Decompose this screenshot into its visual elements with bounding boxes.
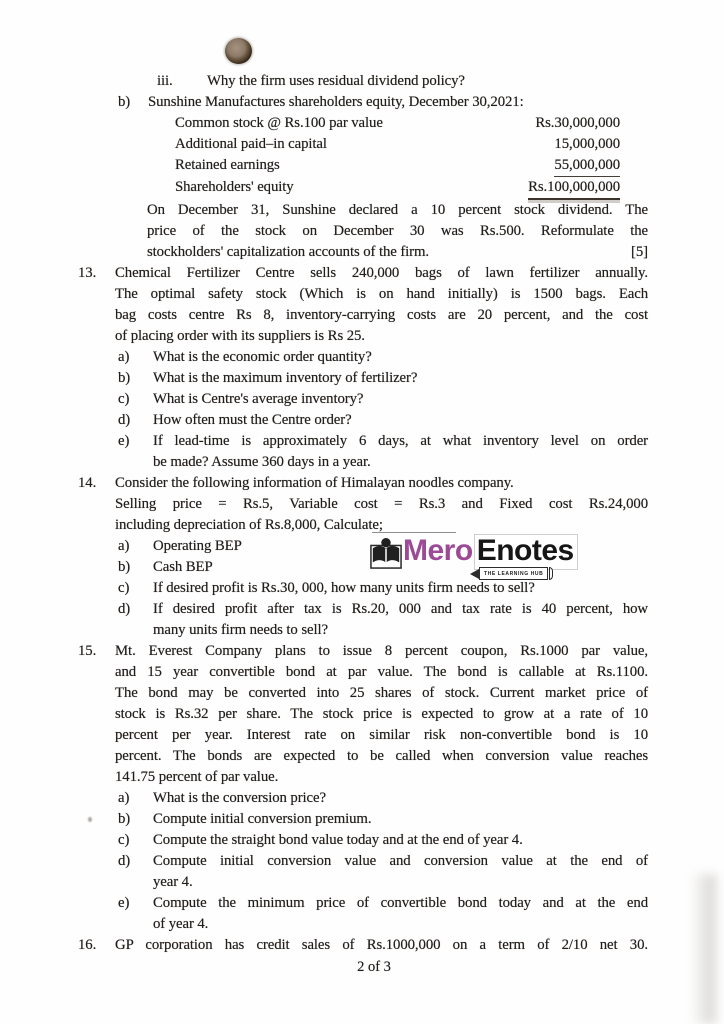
pencil-eraser-icon <box>549 567 553 580</box>
brand-word-mero: Mero <box>403 534 473 567</box>
question-item <box>115 578 648 599</box>
marks-badge: [5] <box>631 244 648 260</box>
question-15 <box>78 641 648 935</box>
item-letter: a) <box>118 790 130 806</box>
table-value: Rs.30,000,000 <box>535 115 620 131</box>
item-letter: a) <box>118 538 130 554</box>
table-row <box>175 177 620 200</box>
item-letter: d) <box>118 853 131 869</box>
item-text: What is the conversion price? <box>153 790 326 806</box>
question-line: and 15 year convertible bond at par value. The bond is callable at Rs.1100. <box>115 664 648 680</box>
item-text: If desired profit after tax is Rs.20, 000 and tax rate is 40 percent, how <box>153 601 648 617</box>
brand-word-enotes: Enotes <box>474 534 578 570</box>
question-item <box>115 389 648 410</box>
item-text: Compute the straight bond value today and at the end of year 4. <box>153 832 523 848</box>
item-letter: c) <box>118 391 130 407</box>
question-line: Mt. Everest Company plans to issue 8 percent coupon, Rs.1000 par value, <box>115 643 648 659</box>
item-text: of year 4. <box>153 916 209 932</box>
page-number: 2 of 3 <box>357 959 391 975</box>
question-line: Selling price = Rs.5, Variable cost = Rs.3 and Fixed cost Rs.24,000 <box>115 496 648 512</box>
item-text: If desired profit is Rs.30, 000, how many units firm needs to sell? <box>153 580 535 596</box>
item-text: Compute initial conversion value and conversion value at the end of <box>153 853 648 869</box>
item-letter: b) <box>118 370 131 386</box>
question-item <box>115 368 648 389</box>
item-text: What is the maximum inventory of fertilizer? <box>153 370 418 386</box>
question-13 <box>78 263 648 473</box>
item-text: How often must the Centre order? <box>153 412 352 428</box>
question-line: 141.75 percent of par value. <box>115 769 279 785</box>
table-value-total: Rs.100,000,000 <box>528 177 620 200</box>
item-letter: c) <box>118 580 130 596</box>
question-line: bag costs centre Rs 8, inventory-carrying costs are 20 percent, and the cost <box>115 307 648 323</box>
paragraph-line: stockholders' capitalization accounts of the firm. <box>147 244 430 260</box>
item-letter: c) <box>118 832 130 848</box>
item-letter: e) <box>118 433 130 449</box>
question-16 <box>78 935 648 956</box>
meroenotes-watermark <box>370 534 578 577</box>
question-line: The bond may be converted into 25 shares of stock. Current market price of <box>115 685 648 701</box>
table-value-underlined: 55,000,000 <box>554 155 620 177</box>
question-number: 14. <box>78 475 97 491</box>
item-letter: d) <box>118 601 131 617</box>
logo-top-rule <box>372 532 456 533</box>
question-number: 15. <box>78 643 97 659</box>
item-numeral: iii. <box>157 73 173 89</box>
item-text: be made? Assume 360 days in a year. <box>153 454 371 470</box>
question-item <box>115 788 648 809</box>
question-line: The optimal safety stock (Which is on hand initially) is 1500 bags. Each <box>115 286 648 302</box>
item-text: year 4. <box>153 874 193 890</box>
item-text: Sunshine Manufactures shareholders equity, December 30,2021: <box>148 94 524 110</box>
table-label: Shareholders' equity <box>175 179 294 195</box>
table-label: Additional paid–in capital <box>175 136 327 152</box>
question-line: percent per year. Interest rate on similar risk non-convertible bond is 10 <box>115 727 648 743</box>
item-letter: d) <box>118 412 131 428</box>
question-item <box>115 431 648 473</box>
table-label: Common stock @ Rs.100 par value <box>175 115 383 131</box>
reader-open-book-icon <box>370 536 402 570</box>
question-item <box>115 893 648 935</box>
question-line: percent. The bonds are expected to be called when conversion value reaches <box>115 748 648 764</box>
table-row <box>175 134 620 155</box>
paragraph-line: On December 31, Sunshine declared a 10 percent stock dividend. The <box>147 202 648 218</box>
question-line: of placing order with its suppliers is Rs 25. <box>115 328 365 344</box>
question-item <box>115 599 648 641</box>
pencil-banner <box>470 567 553 580</box>
q12-subitem-b <box>118 92 648 113</box>
shareholders-equity-table <box>175 113 620 200</box>
question-line: stock is Rs.32 per share. The stock price is expected to grow at a rate of 10 <box>115 706 648 722</box>
item-letter: b) <box>118 559 131 575</box>
table-value: 15,000,000 <box>554 136 620 152</box>
item-text: What is the economic order quantity? <box>153 349 372 365</box>
question-number: 13. <box>78 265 97 281</box>
item-text: many units firm needs to sell? <box>153 622 328 638</box>
table-row <box>175 155 620 177</box>
scan-speck <box>88 817 92 822</box>
question-line: including depreciation of Rs.8,000, Calculate; <box>115 517 383 533</box>
q12-paragraph <box>147 200 648 263</box>
paragraph-line: price of the stock on December 30 was Rs.500. Reformulate the <box>147 223 648 239</box>
question-item <box>115 830 648 851</box>
item-text: If lead-time is approximately 6 days, at what inventory level on order <box>153 433 648 449</box>
item-text: Operating BEP <box>153 538 242 554</box>
question-item <box>115 410 648 431</box>
q12-subitem-iii <box>157 71 648 92</box>
pencil-tip-icon <box>470 569 479 579</box>
scan-edge-shadow <box>690 874 716 1024</box>
question-item <box>115 809 648 830</box>
question-item <box>115 851 648 893</box>
item-text: Cash BEP <box>153 559 213 575</box>
paragraph-last-line <box>147 242 648 263</box>
item-letter: e) <box>118 895 130 911</box>
pencil-tagline: THE LEARNING HUB <box>479 567 548 580</box>
question-line: GP corporation has credit sales of Rs.1000,000 on a term of 2/10 net 30. <box>115 937 648 953</box>
question-line: Chemical Fertilizer Centre sells 240,000 bags of lawn fertilizer annually. <box>115 265 648 281</box>
item-letter: a) <box>118 349 130 365</box>
item-text: Compute initial conversion premium. <box>153 811 372 827</box>
item-text: Why the firm uses residual dividend policy? <box>207 73 465 89</box>
item-text: What is Centre's average inventory? <box>153 391 364 407</box>
item-letter: b) <box>118 94 131 110</box>
table-row <box>175 113 620 134</box>
question-number: 16. <box>78 937 97 953</box>
question-line: Consider the following information of Himalayan noodles company. <box>115 475 514 491</box>
item-letter: b) <box>118 811 131 827</box>
question-item <box>115 347 648 368</box>
item-text: Compute the minimum price of convertible bond today and at the end <box>153 895 648 911</box>
table-label: Retained earnings <box>175 157 280 173</box>
